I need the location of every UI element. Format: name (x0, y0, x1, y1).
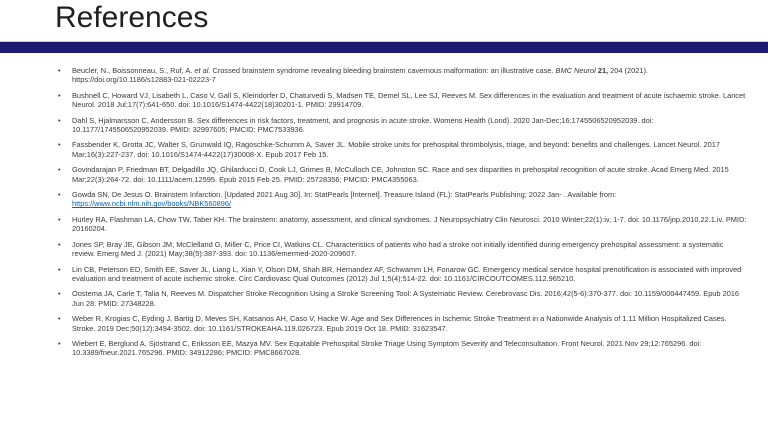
reference-item (55, 165, 747, 184)
references-list (55, 66, 747, 358)
reference-text: BMC Neurol (555, 66, 596, 75)
reference-text: 21, (597, 66, 609, 75)
reference-item (55, 289, 747, 308)
reference-text: Gowda SN, De Jesus O. Brainstem Infarction. [Updated 2021 Aug 30]. In: StatPearls [Internet]. Treasure Island (FL): StatPearls Publishing; 2022 Jan- . Available from: (72, 190, 617, 200)
reference-item (55, 116, 747, 135)
reference-text: 204 (2021). https://doi.org/10.1186/s12883-021-02223-7 (72, 66, 648, 85)
reference-text: Govindarajan P, Friedman BT, Delgadillo JQ, Ghilarducci D, Cook LJ, Grimes B, McCulloch CE, Johnston SC. Race and sex disparities in prehospital recognition of acute stroke. Acad Emerg Med. 2015 Mar;22(3):264-72. doi: 10.1111/acem.12595. Epub 2015 Feb 25. PMID: 25728356; PMCID: PMC4355063. (72, 165, 729, 184)
title-divider-bar (0, 41, 768, 53)
reference-text: et al. (194, 66, 211, 75)
reference-text: Wiebert E, Berglund A, Sjöstrand C, Eriksson EE, Mazya MV. Sex Equitable Prehospital Stroke Triage Using Symptom Severity and Teleconsultation. Front Neurol. 2021 Nov 29;12:765296. doi: 10.3389/fneur.2021.765296. PMID: 34912286; PMCID: PMC8667028. (72, 338, 702, 358)
reference-item (55, 190, 747, 209)
reference-text: Beucler, N., Boissonneau, S., Ruf, A. (72, 66, 195, 75)
reference-text: Fassbender K, Grotta JC, Walter S, Grunwald IQ, Ragoschke-Schumm A, Saver JL. Mobile stroke units for prehospital thrombolysis, triage, and beyond: benefits and challenges. Lancet Neurol. 2017 Mar;16(3):227-237. doi: 10.1016/S1474-4422(17)30008-X. Epub 2017 Feb 15. (72, 140, 720, 159)
reference-item (55, 339, 747, 358)
reference-text: Hurley RA, Flashman LA, Chow TW, Taber KH. The brainstem: anatomy, assessment, and clinical syndromes. J Neuropsychiatry Clin Neurosci. 2010 Winter;22(1):iv, 1-7. doi: 10.1176/jnp.2010.22.1.iv. PMID: 20160204. (72, 214, 747, 234)
reference-text: Oostema JA, Carle T, Talia N, Reeves M. Dispatcher Stroke Recognition Using a Stroke Screening Tool: A Systematic Review. Cerebrovasc Dis. 2016;42(5-6):370-377. doi: 10.1159/000447459. Epub 2016 Jun 28. PMID: 27348228. (72, 289, 740, 308)
reference-item (55, 314, 747, 333)
page-title: References (55, 1, 209, 34)
reference-item (55, 265, 747, 284)
reference-item (55, 140, 747, 159)
reference-item (55, 240, 747, 259)
reference-text: Jones SP, Bray JE, Gibson JM, McClelland G, Miller C, Price CI, Watkins CL. Characteristics of patients who had a stroke not initially identified during emergency prehospital assessment: a systematic review. Emerg Med J. (2021) May;38(5):387-393. doi: 10.1136/emermed-2020-209607. (72, 239, 724, 259)
reference-item (55, 215, 747, 234)
reference-text: Lin CB, Peterson ED, Smith EE, Saver JL, Liang L, Xian Y, Olson DM, Shah BR, Hernandez AF, Schwamm LH, Fonarow GC. Emergency medical service hospital prenotification is associated with improved evaluation and treatment of acute ischemic stroke. Circ Cardiovasc Qual Outcomes (2012) Jul 1;5(4):514-22. doi: 10.1161/CIRCOUTCOMES.112.965210. (72, 264, 742, 283)
reference-item (55, 91, 747, 110)
reference-link[interactable]: https://www.ncbi.nlm.nih.gov/books/NBK560896/ (72, 199, 231, 209)
reference-text: Bushnell C, Howard VJ, Lisabeth L, Caso V, Gall S, Kleindorfer D, Chaturvedi S, Madsen TE, Demel SL, Lee SJ, Reeves M. Sex differences in the evaluation and treatment of acute ischaemic stroke. Lancet Neurol. 2018 Jul;17(7):641-650. doi: 10.1016/S1474-4422(18)30201-1. PMID: 29914709. (72, 90, 746, 110)
references-section (55, 66, 747, 364)
reference-text: Weber R, Krogias C, Eyding J, Bartig D, Meves SH, Katsanos AH, Caso V, Hacke W. Age and Sex Differences in Ischemic Stroke Treatment in a Nationwide Analysis of 1.11 Million Hospitalized Cases. Stroke. 2019 Dec;50(12):3494-3502. doi: 10.1161/STROKEAHA.119.026723. Epub 2019 Oct 18. PMID: 31623547. (72, 314, 727, 333)
reference-text: Dahl S, Hjalmarsson C, Andersson B. Sex differences in risk factors, treatment, and prognosis in acute stroke. Womens Health (Lond). 2020 Jan-Dec;16:1745506520952039. doi: 10.1177/1745506520952039. PMID: 32997605; PMCID: PMC7533936. (72, 115, 654, 135)
reference-text: Crossed brainstem syndrome revealing bleeding brainstem cavernous malformation: an illustrative case. (210, 66, 556, 75)
reference-item (55, 66, 747, 85)
